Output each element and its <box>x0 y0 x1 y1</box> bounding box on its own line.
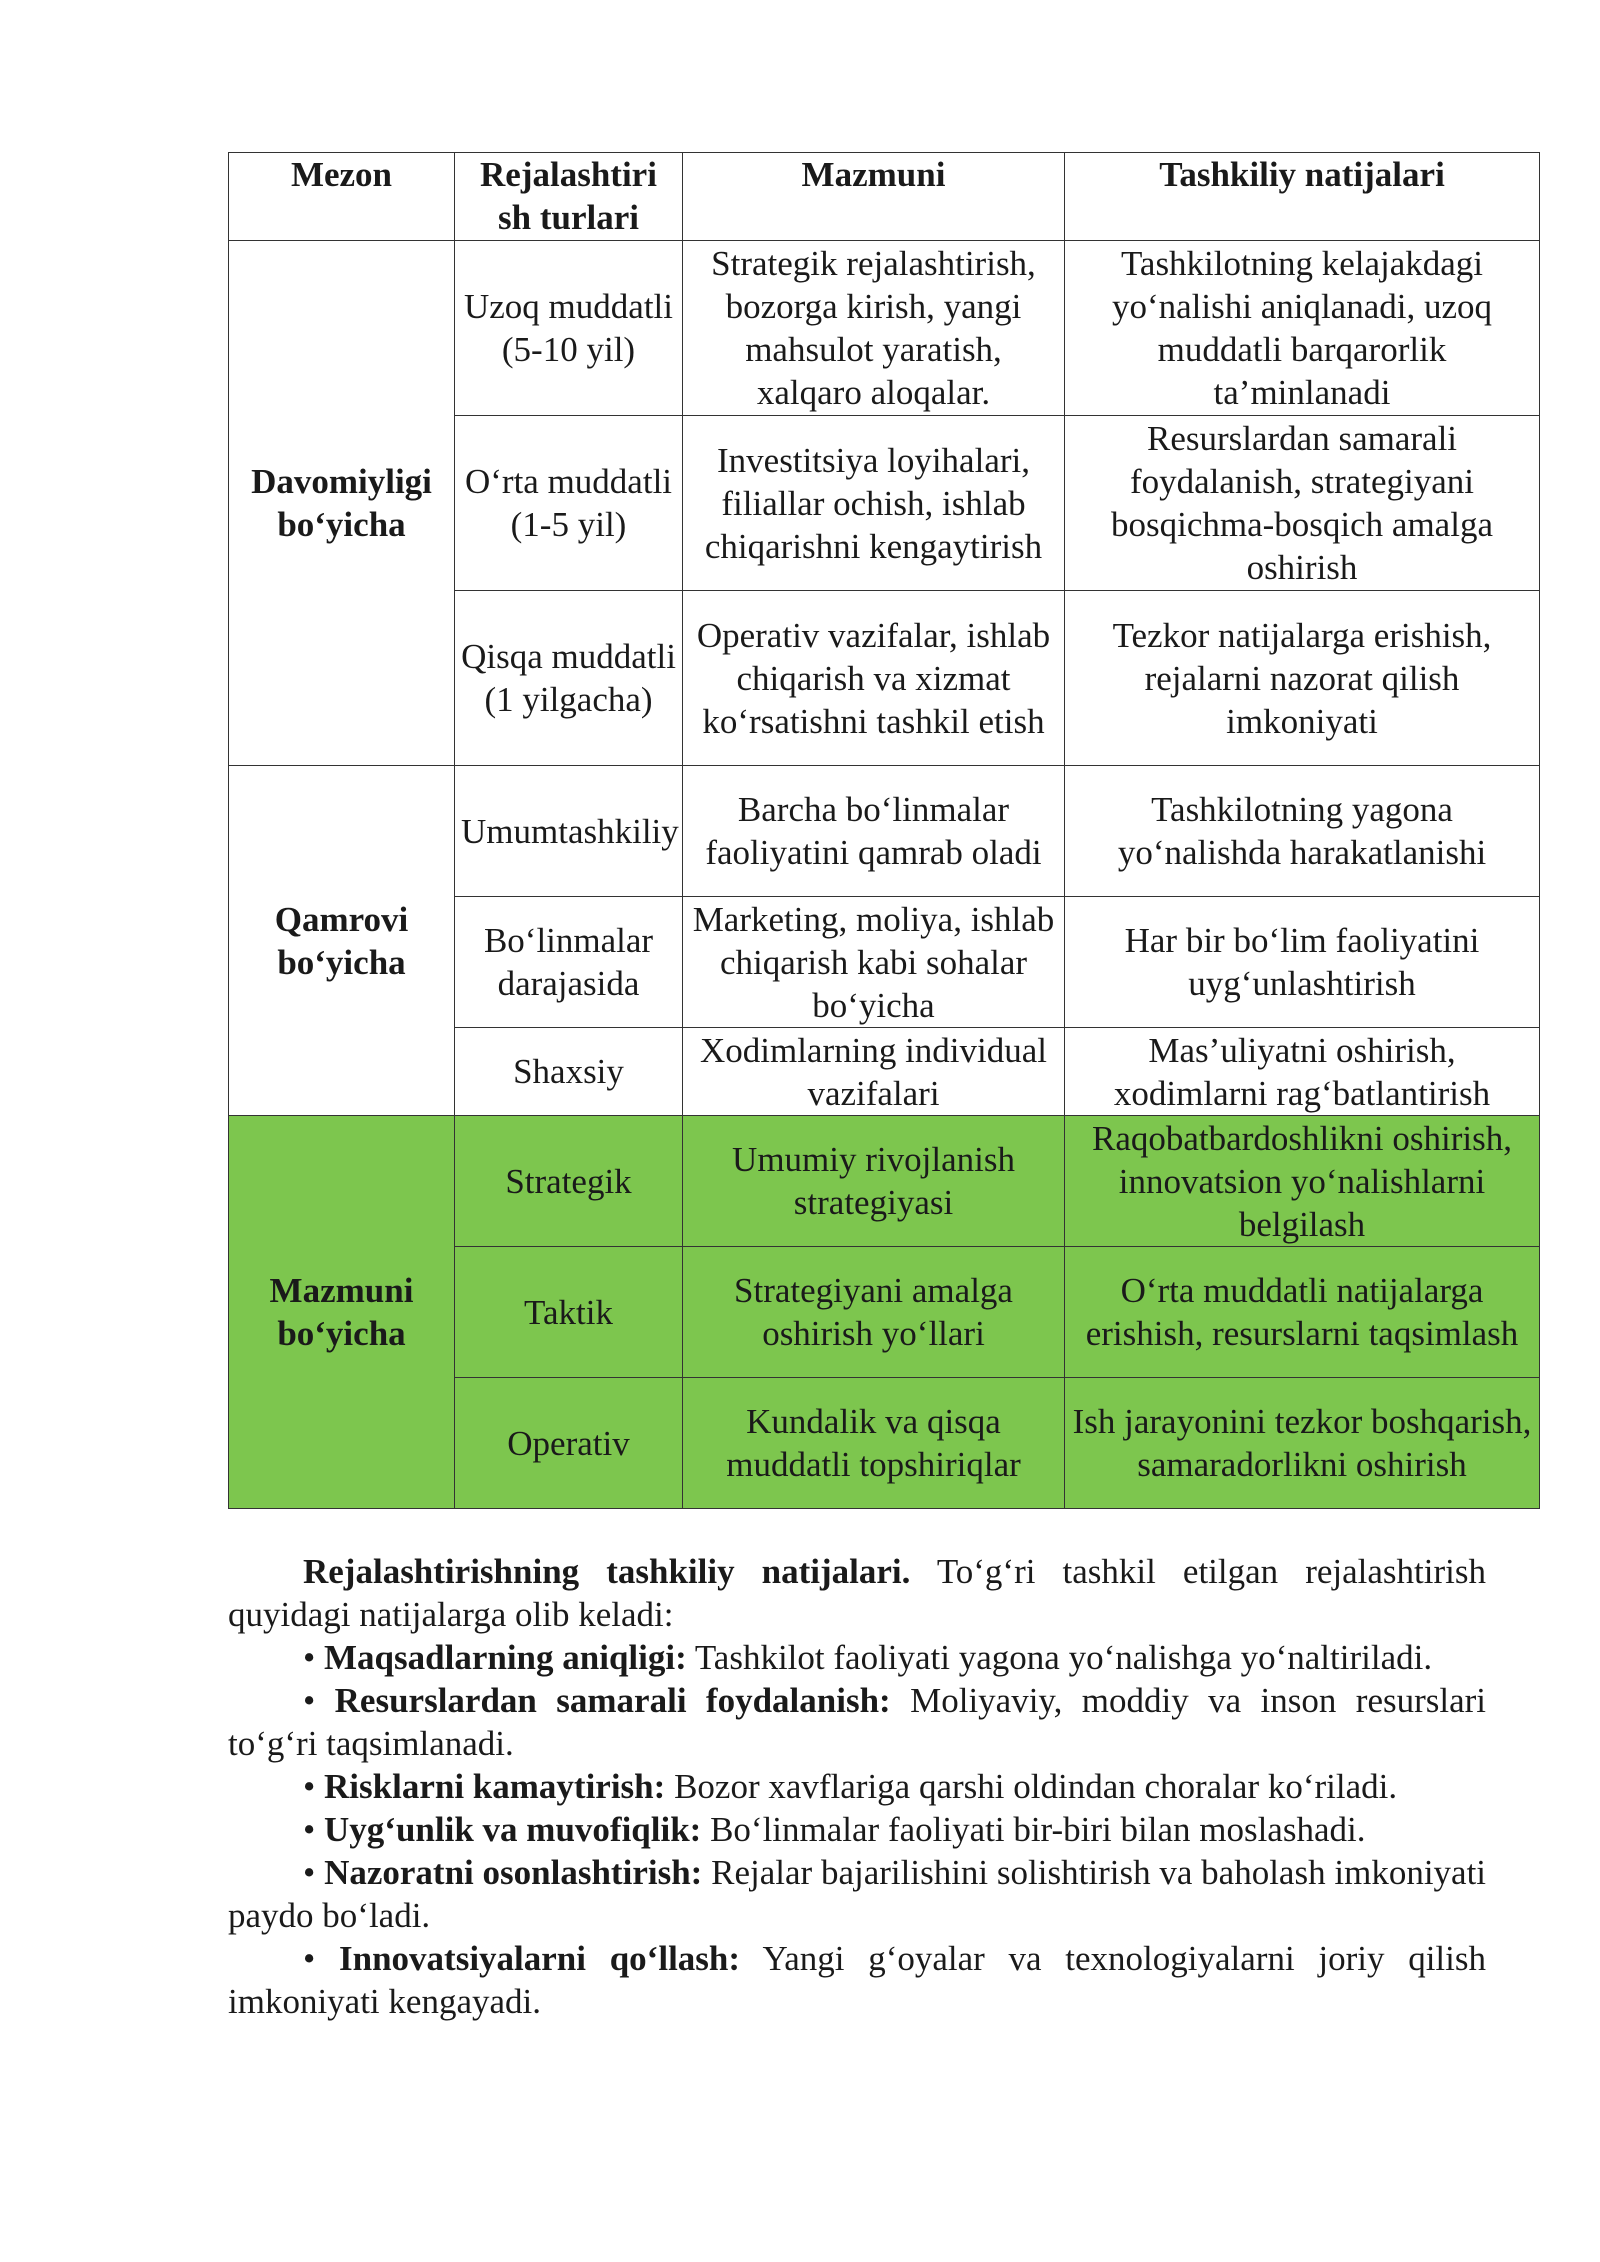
result-cell: Har bir bo‘lim faoliyatini uyg‘unlashtirish <box>1065 897 1540 1028</box>
bullet-desc: Bo‘linmalar faoliyati bir-biri bilan moslashadi. <box>701 1810 1366 1849</box>
content-cell: Barcha bo‘linmalar faoliyatini qamrab oladi <box>683 766 1065 897</box>
bullet-desc: Moliyaviy, moddiy va inson resurslari to‘g‘ri taqsimlanadi. <box>228 1681 1487 1763</box>
bullet-term: Maqsadlarning aniqligi: <box>324 1638 687 1677</box>
result-cell: O‘rta muddatli natijalarga erishish, resurslarni taqsimlash <box>1065 1247 1540 1378</box>
content-cell: Marketing, moliya, ishlab chiqarish kabi sohalar bo‘yicha <box>683 897 1065 1028</box>
bullet-desc: Rejalar bajarilishini solishtirish va baholash imkoniyati paydo bo‘ladi. <box>228 1853 1487 1935</box>
results-section <box>228 1550 1486 2023</box>
type-cell: Uzoq muddatli (5-10 yil) <box>455 241 683 416</box>
intro-text: To‘g‘ri tashkil etilgan rejalashtirish quyidagi natijalarga olib keladi: <box>228 1552 1486 1634</box>
bullet-desc: Yangi g‘oyalar va texnologiyalarni joriy qilish imkoniyati kengayadi. <box>228 1939 1487 2021</box>
type-cell: Operativ <box>455 1378 683 1509</box>
table-row <box>229 1116 1540 1247</box>
bullet-desc: Tashkilot faoliyati yagona yo‘nalishga yo‘naltiriladi. <box>686 1638 1433 1677</box>
table-header-row <box>229 153 1540 241</box>
type-cell: Bo‘linmalar darajasida <box>455 897 683 1028</box>
bullet-term: Nazoratni osonlashtirish: <box>324 1853 703 1892</box>
type-cell: Umumtashkiliy <box>455 766 683 897</box>
table-row <box>229 241 1540 416</box>
result-cell: Resurslardan samarali foydalanish, strategiyani bosqichma-bosqich amalga oshirish <box>1065 416 1540 591</box>
type-cell: Qisqa muddatli (1 yilgacha) <box>455 591 683 766</box>
list-item <box>228 1636 1486 1679</box>
list-item <box>228 1851 1486 1937</box>
result-cell: Mas’uliyatni oshirish, xodimlarni rag‘batlantirish <box>1065 1028 1540 1116</box>
table-row <box>229 766 1540 897</box>
bullet-icon: • <box>303 1939 316 1978</box>
content-cell: Kundalik va qisqa muddatli topshiriqlar <box>683 1378 1065 1509</box>
bullet-term: Uyg‘unlik va muvofiqlik: <box>324 1810 702 1849</box>
content-cell: Strategiyani amalga oshirish yo‘llari <box>683 1247 1065 1378</box>
content-cell: Strategik rejalashtirish, bozorga kirish, yangi mahsulot yaratish, xalqaro aloqalar. <box>683 241 1065 416</box>
result-cell: Raqobatbardoshlikni oshirish, innovatsion yo‘nalishlarni belgilash <box>1065 1116 1540 1247</box>
header-planning-types: Rejalashtiri sh turlari <box>455 153 683 241</box>
content-cell: Investitsiya loyihalari, filiallar ochish, ishlab chiqarishni kengaytirish <box>683 416 1065 591</box>
intro-paragraph <box>228 1550 1486 1636</box>
criterion-cell: Davomiyligi bo‘yicha <box>229 241 455 766</box>
content-cell: Xodimlarning individual vazifalari <box>683 1028 1065 1116</box>
planning-types-table <box>228 152 1540 1509</box>
list-item <box>228 1808 1486 1851</box>
criterion-cell: Mazmuni bo‘yicha <box>229 1116 455 1509</box>
bullet-term: Risklarni kamaytirish: <box>324 1767 666 1806</box>
type-cell: Strategik <box>455 1116 683 1247</box>
result-cell: Tashkilotning kelajakdagi yo‘nalishi aniqlanadi, uzoq muddatli barqarorlik ta’minlanadi <box>1065 241 1540 416</box>
bullet-term: Innovatsiyalarni qo‘llash: <box>339 1939 741 1978</box>
result-cell: Ish jarayonini tezkor boshqarish, samaradorlikni oshirish <box>1065 1378 1540 1509</box>
bullet-term: Resurslardan samarali foydalanish: <box>334 1681 891 1720</box>
content-cell: Operativ vazifalar, ishlab chiqarish va xizmat ko‘rsatishni tashkil etish <box>683 591 1065 766</box>
intro-heading: Rejalashtirishning tashkiliy natijalari. <box>303 1552 911 1591</box>
result-cell: Tezkor natijalarga erishish, rejalarni nazorat qilish imkoniyati <box>1065 591 1540 766</box>
list-item <box>228 1937 1486 2023</box>
header-criterion: Mezon <box>229 153 455 241</box>
bullet-icon: • <box>303 1767 316 1806</box>
bullet-icon: • <box>303 1681 316 1720</box>
list-item <box>228 1765 1486 1808</box>
bullet-desc: Bozor xavflariga qarshi oldindan choralar ko‘riladi. <box>665 1767 1398 1806</box>
header-content: Mazmuni <box>683 153 1065 241</box>
bullet-icon: • <box>303 1810 316 1849</box>
result-cell: Tashkilotning yagona yo‘nalishda harakatlanishi <box>1065 766 1540 897</box>
type-cell: O‘rta muddatli (1-5 yil) <box>455 416 683 591</box>
list-item <box>228 1679 1486 1765</box>
bullet-icon: • <box>303 1638 316 1677</box>
type-cell: Shaxsiy <box>455 1028 683 1116</box>
header-results: Tashkiliy natijalari <box>1065 153 1540 241</box>
bullet-icon: • <box>303 1853 316 1892</box>
content-cell: Umumiy rivojlanish strategiyasi <box>683 1116 1065 1247</box>
type-cell: Taktik <box>455 1247 683 1378</box>
criterion-cell: Qamrovi bo‘yicha <box>229 766 455 1116</box>
